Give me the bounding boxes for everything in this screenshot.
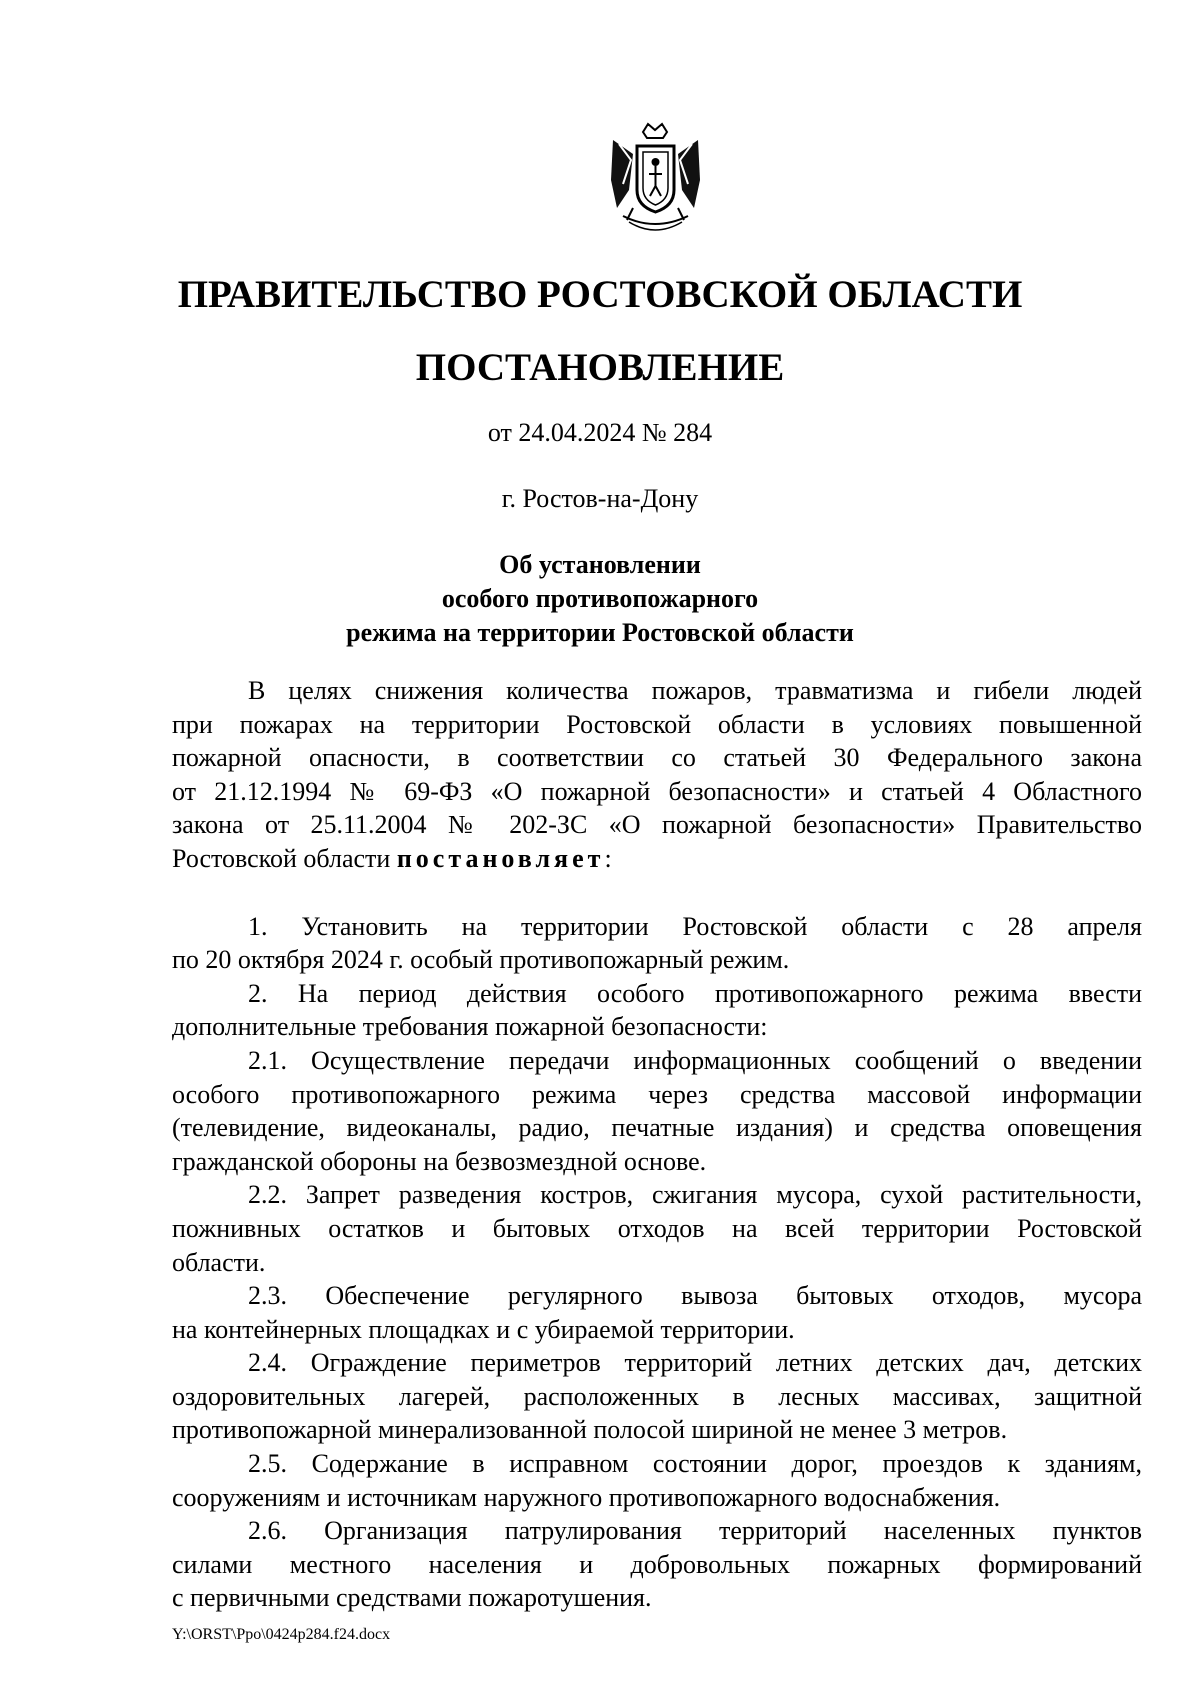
item-line: пожнивных остатков и бытовых отходов на всей территории Ростовской	[172, 1213, 1142, 1243]
item-line: 2.1. Осуществление передачи информационных сообщений о введении	[248, 1045, 1142, 1075]
preamble-line-suffix: :	[604, 843, 612, 873]
item-line: сооружениям и источникам наружного противопожарного водоснабжения.	[172, 1482, 1001, 1512]
file-path-footer: Y:\ORST\Ppo\0424p284.f24.docx	[172, 1626, 391, 1643]
document-title	[0, 548, 1200, 650]
item-line: 2.3. Обеспечение регулярного вывоза бытовых отходов, мусора	[248, 1281, 1142, 1311]
item-2-3	[172, 1279, 1142, 1346]
item-line: по 20 октября 2024 г. особый противопожарный режим.	[172, 945, 790, 975]
preamble-line: при пожарах на территории Ростовской области в условиях повышенной	[172, 709, 1142, 739]
item-2-5	[172, 1447, 1142, 1514]
item-line: 1. Установить на территории Ростовской области с 28 апреля	[248, 911, 1142, 941]
item-2	[172, 977, 1142, 1044]
preamble-line: от 21.12.1994 № 69-ФЗ «О пожарной безопасности» и статьей 4 Областного	[172, 776, 1142, 806]
decision-word: постановляет	[396, 843, 605, 873]
preamble-line: пожарной опасности, в соответствии со статьей 30 Федерального закона	[172, 743, 1142, 773]
item-line: (телевидение, видеоканалы, радио, печатные издания) и средства оповещения	[172, 1113, 1142, 1143]
item-line: с первичными средствами пожаротушения.	[172, 1583, 652, 1613]
item-line: 2.5. Содержание в исправном состоянии дорог, проездов к зданиям,	[248, 1449, 1142, 1479]
preamble-line: закона от 25.11.2004 № 202-ЗС «О пожарной безопасности» Правительство	[172, 810, 1142, 840]
item-line: области.	[172, 1247, 266, 1277]
item-line: 2.6. Организация патрулирования территорий населенных пунктов	[248, 1516, 1142, 1546]
item-line: гражданской обороны на безвозмездной основе.	[172, 1146, 707, 1176]
item-line: 2.4. Ограждение периметров территорий летних детских дач, детских	[248, 1348, 1142, 1378]
item-line: силами местного населения и добровольных пожарных формирований	[172, 1549, 1142, 1579]
city: г. Ростов-на-Дону	[501, 484, 699, 513]
item-2-4	[172, 1346, 1142, 1447]
item-line: 2. На период действия особого противопожарного режима ввести	[248, 978, 1142, 1008]
preamble-paragraph	[172, 674, 1142, 876]
coat-of-arms-icon	[603, 120, 708, 240]
item-2-1	[172, 1044, 1142, 1178]
item-line: дополнительные требования пожарной безопасности:	[172, 1012, 768, 1042]
item-line: особого противопожарного режима через средства массовой информации	[172, 1079, 1142, 1109]
preamble-line-prefix: Ростовской области	[172, 843, 397, 873]
preamble-line: В целях снижения количества пожаров, травматизма и гибели людей	[248, 676, 1142, 705]
document-type: ПОСТАНОВЛЕНИЕ	[415, 346, 785, 389]
title-line: особого противопожарного	[441, 584, 759, 613]
item-line: 2.2. Запрет разведения костров, сжигания мусора, сухой растительности,	[248, 1180, 1142, 1210]
item-line: на контейнерных площадках и с убираемой территории.	[172, 1314, 795, 1344]
document-body	[172, 674, 1142, 1615]
date-and-number: от 24.04.2024 № 284	[487, 418, 713, 447]
title-line: режима на территории Ростовской области	[346, 618, 854, 647]
item-line: оздоровительных лагерей, расположенных в лесных массивах, защитной	[172, 1381, 1142, 1411]
preamble-last-line	[172, 842, 1142, 876]
paragraph-gap	[172, 876, 1142, 910]
item-line: противопожарной минерализованной полосой шириной не менее 3 метров.	[172, 1415, 1008, 1445]
item-2-2	[172, 1178, 1142, 1279]
title-line: Об установлении	[499, 550, 701, 579]
government-name: ПРАВИТЕЛЬСТВО РОСТОВСКОЙ ОБЛАСТИ	[177, 273, 1023, 316]
item-2-6	[172, 1514, 1142, 1615]
item-1	[172, 910, 1142, 977]
